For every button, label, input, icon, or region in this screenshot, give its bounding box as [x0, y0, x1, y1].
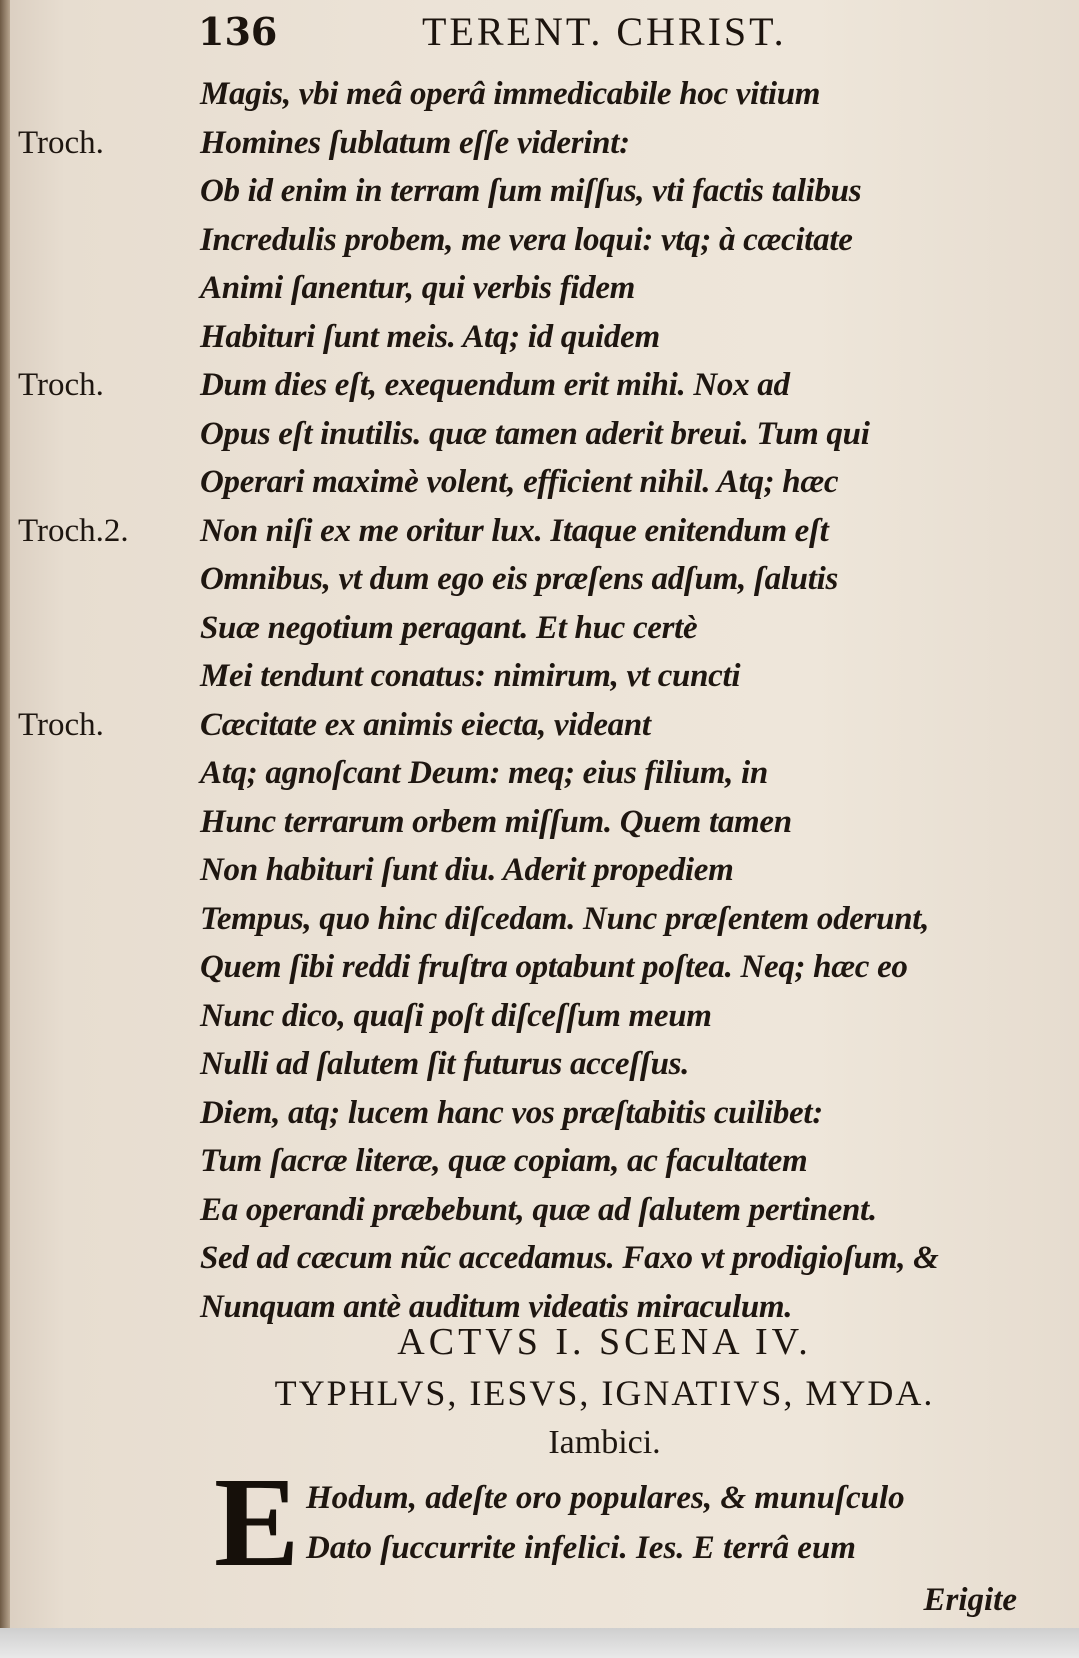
- verse-text: Animi ſanentur, qui verbis fidem: [200, 270, 636, 306]
- verse-line: [0, 1137, 1079, 1186]
- verse-line: [0, 264, 1079, 313]
- verse-text: Sed ad cæcum nũc accedamus. Faxo vt prodigioſum, &: [200, 1240, 939, 1276]
- verse-text: Opus eſt inutilis. quæ tamen aderit breui. Tum qui: [200, 415, 870, 452]
- verse-text: Tempus, quo hinc diſcedam. Nunc præſentem oderunt,: [200, 900, 930, 937]
- verse-block: [0, 70, 1079, 1331]
- page-number: 136: [198, 9, 278, 54]
- verse-text: Habituri ſunt meis. Atq; id quidem: [200, 318, 660, 355]
- verse-text: Dum dies eſt, exequendum erit mihi. Nox ad: [200, 367, 790, 403]
- verse-line: [0, 1040, 1079, 1089]
- page-header: [0, 8, 1079, 56]
- drop-cap-initial: E: [214, 1451, 300, 1593]
- scene-first-line: Hodum, adeſte oro populares, & munuſculo: [306, 1480, 905, 1516]
- verse-line: [0, 1234, 1079, 1283]
- margin-note: Troch.2.: [18, 512, 129, 549]
- verse-text: Operari maximè volent, efficient nihil. Atq; hæc: [200, 464, 839, 500]
- running-head: TERENT. CHRIST.: [422, 9, 787, 54]
- verse-text: Hunc terrarum orbem miſſum. Quem tamen: [200, 803, 792, 840]
- verse-line: [0, 119, 1079, 168]
- verse-text: Tum ſacræ literæ, quæ copiam, ac facultatem: [200, 1143, 808, 1179]
- verse-line: [0, 70, 1079, 119]
- verse-line: [0, 1186, 1079, 1235]
- verse-line: [0, 604, 1079, 653]
- verse-line: [0, 167, 1079, 216]
- verse-text: Magis, vbi meâ operâ immedicabile hoc vitium: [200, 76, 821, 112]
- verse-line: [0, 361, 1079, 410]
- verse-line: [0, 798, 1079, 847]
- act-scene-heading: ACTVS I. SCENA IV.: [397, 1321, 812, 1363]
- verse-line: [0, 216, 1079, 265]
- dramatis-personae: TYPHLVS, IESVS, IGNATIVS, MYDA.: [274, 1373, 935, 1413]
- verse-text: Ob id enim in terram ſum miſſus, vti factis talibus: [200, 173, 862, 209]
- verse-text: Homines ſublatum eſſe viderint:: [200, 124, 630, 161]
- verse-line: [0, 749, 1079, 798]
- verse-line: [0, 943, 1079, 992]
- viewer-bottom-strip: [0, 1628, 1079, 1658]
- verse-text: Omnibus, vt dum ego eis præſens adſum, ſalutis: [200, 561, 839, 597]
- catchword: Erigite: [923, 1582, 1017, 1618]
- margin-note: Troch.: [18, 124, 104, 161]
- verse-line: [0, 846, 1079, 895]
- verse-line: [0, 1089, 1079, 1138]
- verse-text: Diem, atq; lucem hanc vos præſtabitis cuilibet:: [200, 1094, 823, 1131]
- verse-text: Non niſi ex me oritur lux. Itaque enitendum eſt: [200, 512, 829, 549]
- scene-second-line: Dato ſuccurrite infelici. Ies. E terrâ eum: [306, 1530, 856, 1566]
- verse-text: Non habituri ſunt diu. Aderit propediem: [200, 852, 734, 888]
- verse-text: Incredulis probem, me vera loqui: vtq; à cæcitate: [200, 221, 853, 258]
- verse-text: Quem ſibi reddi fruſtra optabunt poſtea. Neq; hæc eo: [200, 949, 908, 985]
- verse-line: [0, 652, 1079, 701]
- verse-text: Suæ negotium peragant. Et huc certè: [200, 609, 698, 646]
- verse-line: [0, 313, 1079, 362]
- verse-line: [0, 992, 1079, 1041]
- meter-label: Iambici.: [548, 1424, 661, 1461]
- verse-text: Nulli ad ſalutem ſit futurus acceſſus.: [200, 1046, 690, 1082]
- verse-line: [0, 555, 1079, 604]
- verse-text: Mei tendunt conatus: nimirum, vt cuncti: [200, 658, 741, 694]
- verse-line: [0, 458, 1079, 507]
- verse-line: [0, 701, 1079, 750]
- verse-line: [0, 895, 1079, 944]
- verse-text: Ea operandi præbebunt, quæ ad ſalutem pertinent.: [200, 1191, 877, 1228]
- margin-note: Troch.: [18, 706, 104, 743]
- verse-text: Atq; agnoſcant Deum: meq; eius filium, in: [200, 755, 768, 791]
- verse-text: Nunquam antè auditum videatis miraculum.: [200, 1288, 793, 1325]
- verse-line: [0, 507, 1079, 556]
- verse-text: Cæcitate ex animis eiecta, videant: [200, 706, 651, 743]
- margin-note: Troch.: [18, 367, 104, 403]
- verse-text: Nunc dico, quaſi poſt diſceſſum meum: [200, 997, 712, 1034]
- verse-line: [0, 410, 1079, 459]
